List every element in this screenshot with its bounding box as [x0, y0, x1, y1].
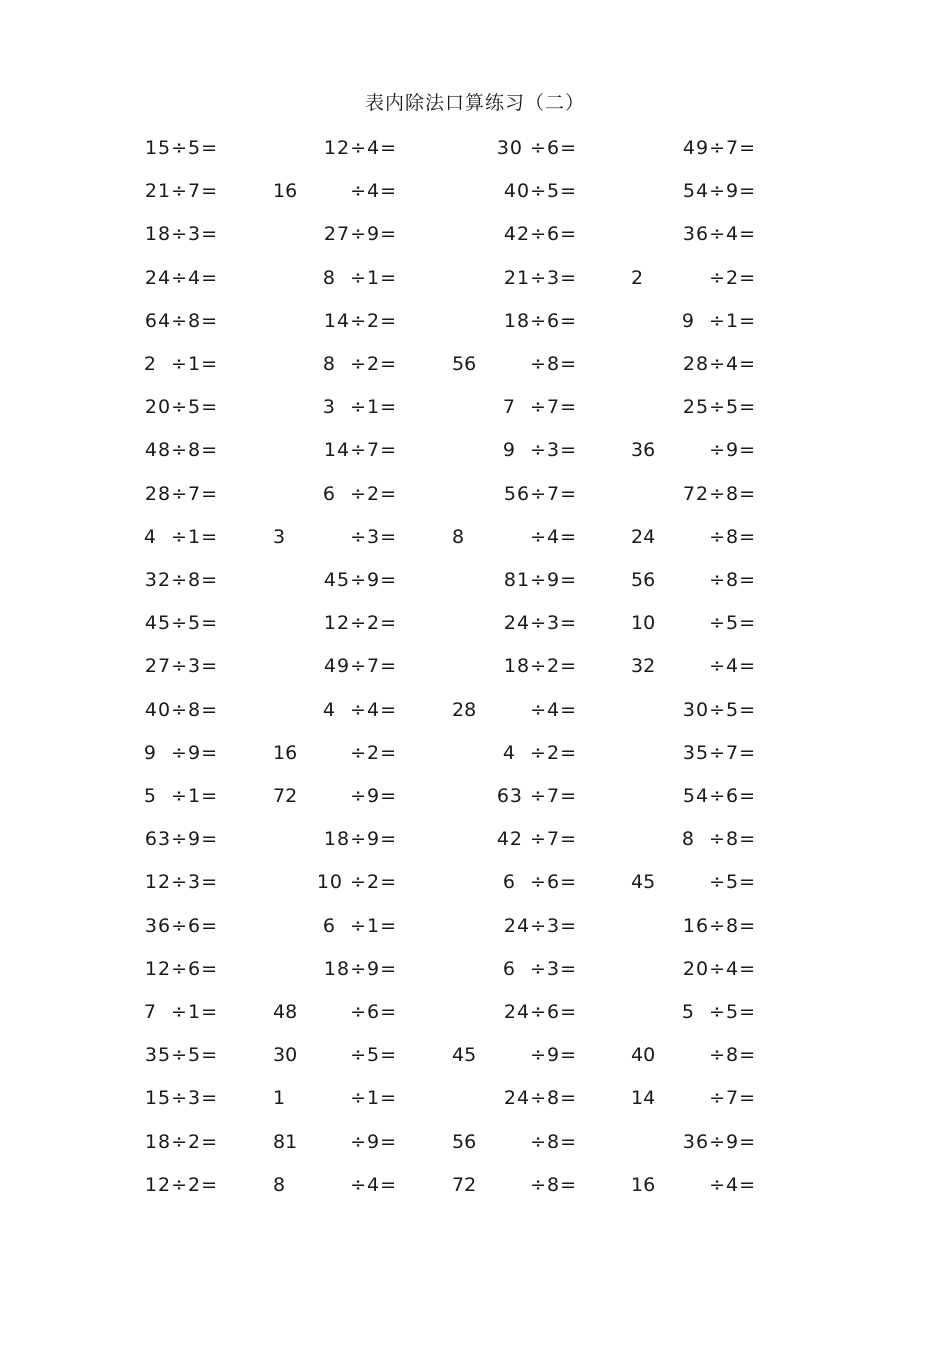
problem-expression: 35÷7=	[682, 741, 756, 764]
problem-item	[0, 136, 950, 160]
problem-expression: 14÷2=	[323, 309, 397, 332]
problem-expression: 42÷6=	[503, 223, 577, 246]
problem-item	[0, 870, 950, 894]
problem-dividend: 3	[273, 525, 286, 548]
problem-expression: 63 ÷7=	[496, 785, 577, 807]
problem-expression: 32÷8=	[144, 569, 218, 591]
problem-expression: 28÷7=	[144, 482, 218, 505]
problem-expression: 28÷4=	[682, 353, 756, 375]
problem-item	[0, 741, 950, 765]
problem-dividend: 10	[631, 612, 656, 635]
problem-expression: 4 ÷4=	[322, 698, 397, 721]
problem-dividend: 28	[452, 698, 477, 721]
problem-dividend: 16	[273, 741, 298, 764]
problem-dividend: 56	[452, 1130, 477, 1153]
problem-expression: 6 ÷1=	[322, 914, 397, 937]
problem-expression: 12÷3=	[144, 871, 218, 894]
problem-expression: 49÷7=	[682, 137, 756, 159]
problem-expression: 81÷9=	[503, 569, 577, 591]
problem-expression: 20÷4=	[682, 957, 756, 980]
problem-expression: 9 ÷1=	[681, 309, 756, 332]
problem-item	[0, 352, 950, 376]
problem-item	[0, 914, 950, 938]
problem-item	[0, 698, 950, 722]
problem-expression: ÷1=	[350, 1087, 397, 1110]
problem-dividend: 36	[631, 439, 656, 462]
problem-expression: ÷4=	[709, 655, 756, 678]
problem-dividend: 56	[631, 569, 656, 591]
problem-dividend: 48	[273, 1001, 298, 1023]
problem-expression: ÷8=	[709, 1044, 756, 1067]
problem-item	[0, 179, 950, 203]
problem-expression: 4 ÷1=	[143, 525, 218, 548]
problem-item	[0, 1130, 950, 1154]
problem-dividend: 24	[631, 525, 656, 548]
problem-expression: 18÷2=	[144, 1130, 218, 1153]
problem-expression: 5 ÷5=	[681, 1001, 756, 1023]
problem-expression: 6 ÷3=	[502, 957, 577, 980]
problem-expression: 54÷6=	[682, 785, 756, 807]
problem-item	[0, 1173, 950, 1197]
problem-expression: ÷8=	[530, 1173, 577, 1196]
problem-item	[0, 525, 950, 549]
problem-expression: 72÷8=	[682, 482, 756, 505]
problem-expression: ÷8=	[709, 569, 756, 591]
problem-dividend: 14	[631, 1087, 656, 1110]
problem-expression: ÷9=	[350, 1130, 397, 1153]
problem-item	[0, 438, 950, 462]
problem-expression: ÷2=	[350, 741, 397, 764]
problem-expression: ÷7=	[709, 1087, 756, 1110]
problem-dividend: 1	[273, 1087, 286, 1110]
problem-expression: 45÷9=	[323, 569, 397, 591]
problem-dividend: 16	[273, 180, 298, 203]
problem-expression: ÷9=	[350, 785, 397, 807]
problem-expression: 42 ÷7=	[496, 828, 577, 851]
problem-dividend: 72	[273, 785, 298, 807]
problem-expression: 24÷8=	[503, 1087, 577, 1110]
problem-expression: ÷5=	[709, 871, 756, 894]
problem-expression: 12÷4=	[323, 137, 397, 159]
problem-expression: ÷4=	[530, 525, 577, 548]
problem-expression: 16÷8=	[682, 914, 756, 937]
problem-dividend: 8	[452, 525, 465, 548]
problem-expression: 54÷9=	[682, 180, 756, 203]
problem-expression: 30÷5=	[682, 698, 756, 721]
problem-item	[0, 957, 950, 981]
problem-dividend: 72	[452, 1173, 477, 1196]
problem-expression: 8 ÷1=	[322, 266, 397, 289]
problem-expression: ÷8=	[530, 1130, 577, 1153]
problem-expression: ÷4=	[709, 1173, 756, 1196]
problem-item	[0, 1043, 950, 1067]
problem-expression: ÷8=	[530, 353, 577, 375]
problem-expression: 3 ÷1=	[322, 396, 397, 419]
problem-expression: 49÷7=	[323, 655, 397, 678]
problem-item	[0, 1086, 950, 1110]
problem-expression: 5 ÷1=	[143, 785, 218, 807]
problem-expression: 63÷9=	[144, 828, 218, 851]
problem-expression: 24÷6=	[503, 1001, 577, 1023]
problem-item	[0, 568, 950, 592]
problem-item	[0, 222, 950, 246]
problem-expression: 9 ÷9=	[143, 741, 218, 764]
problem-expression: 7 ÷7=	[502, 396, 577, 419]
problem-expression: 20÷5=	[144, 396, 218, 419]
problem-dividend: 56	[452, 353, 477, 375]
problem-expression: 30 ÷6=	[496, 137, 577, 159]
problem-expression: 45÷5=	[144, 612, 218, 635]
problem-item	[0, 395, 950, 419]
problem-expression: 25÷5=	[682, 396, 756, 419]
problem-expression: 18÷9=	[323, 957, 397, 980]
problem-expression: 15÷5=	[144, 137, 218, 159]
problem-expression: 24÷4=	[144, 266, 218, 289]
problem-expression: 36÷9=	[682, 1130, 756, 1153]
problem-expression: 14÷7=	[323, 439, 397, 462]
problem-expression: ÷2=	[709, 266, 756, 289]
problem-expression: 10 ÷2=	[316, 871, 397, 894]
problem-expression: 24÷3=	[503, 914, 577, 937]
problem-expression: ÷4=	[350, 1173, 397, 1196]
problem-dividend: 40	[631, 1044, 656, 1067]
problem-expression: 27÷3=	[144, 655, 218, 678]
problem-expression: 18÷3=	[144, 223, 218, 246]
problem-item	[0, 309, 950, 333]
problem-expression: 6 ÷6=	[502, 871, 577, 894]
problem-expression: 6 ÷2=	[322, 482, 397, 505]
problem-expression: ÷6=	[350, 1001, 397, 1023]
problem-item	[0, 654, 950, 678]
problem-dividend: 81	[273, 1130, 298, 1153]
problem-expression: 8 ÷8=	[681, 828, 756, 851]
problem-item	[0, 827, 950, 851]
problem-expression: 18÷9=	[323, 828, 397, 851]
problem-expression: 40÷5=	[503, 180, 577, 203]
problem-expression: ÷9=	[530, 1044, 577, 1067]
page-title: 表内除法口算练习（二）	[364, 92, 585, 114]
problem-expression: 24÷3=	[503, 612, 577, 635]
problem-expression: 27÷9=	[323, 223, 397, 246]
problem-expression: 21÷3=	[503, 266, 577, 289]
problem-expression: ÷5=	[350, 1044, 397, 1067]
problem-expression: 35÷5=	[144, 1044, 218, 1067]
problem-dividend: 45	[631, 871, 656, 894]
problem-expression: 36÷6=	[144, 914, 218, 937]
problem-expression: 40÷8=	[144, 698, 218, 721]
problem-item	[0, 482, 950, 506]
problem-dividend: 30	[273, 1044, 298, 1067]
problem-expression: ÷9=	[709, 439, 756, 462]
problem-expression: ÷3=	[350, 525, 397, 548]
problem-item	[0, 266, 950, 290]
problem-item	[0, 1000, 950, 1024]
problem-expression: 36÷4=	[682, 223, 756, 246]
problem-dividend: 16	[631, 1173, 656, 1196]
problem-expression: 8 ÷2=	[322, 353, 397, 375]
problem-expression: 4 ÷2=	[502, 741, 577, 764]
problem-expression: 21÷7=	[144, 180, 218, 203]
problem-dividend: 45	[452, 1044, 477, 1067]
problem-expression: 18÷6=	[503, 309, 577, 332]
problem-expression: 12÷2=	[144, 1173, 218, 1196]
problem-dividend: 32	[631, 655, 656, 678]
problem-expression: 15÷3=	[144, 1087, 218, 1110]
problem-expression: 48÷8=	[144, 439, 218, 462]
problem-item	[0, 784, 950, 808]
problem-expression: 64÷8=	[144, 309, 218, 332]
problem-expression: 9 ÷3=	[502, 439, 577, 462]
problem-expression: 56÷7=	[503, 482, 577, 505]
problem-expression: ÷5=	[709, 612, 756, 635]
problem-expression: 7 ÷1=	[143, 1001, 218, 1023]
problem-expression: 2 ÷1=	[143, 353, 218, 375]
problem-expression: ÷4=	[530, 698, 577, 721]
problem-expression: 18÷2=	[503, 655, 577, 678]
problem-dividend: 8	[273, 1173, 286, 1196]
problem-expression: 12÷6=	[144, 957, 218, 980]
problem-dividend: 2	[631, 266, 644, 289]
problem-expression: ÷4=	[350, 180, 397, 203]
problem-expression: 12÷2=	[323, 612, 397, 635]
problem-item	[0, 611, 950, 635]
problem-expression: ÷8=	[709, 525, 756, 548]
